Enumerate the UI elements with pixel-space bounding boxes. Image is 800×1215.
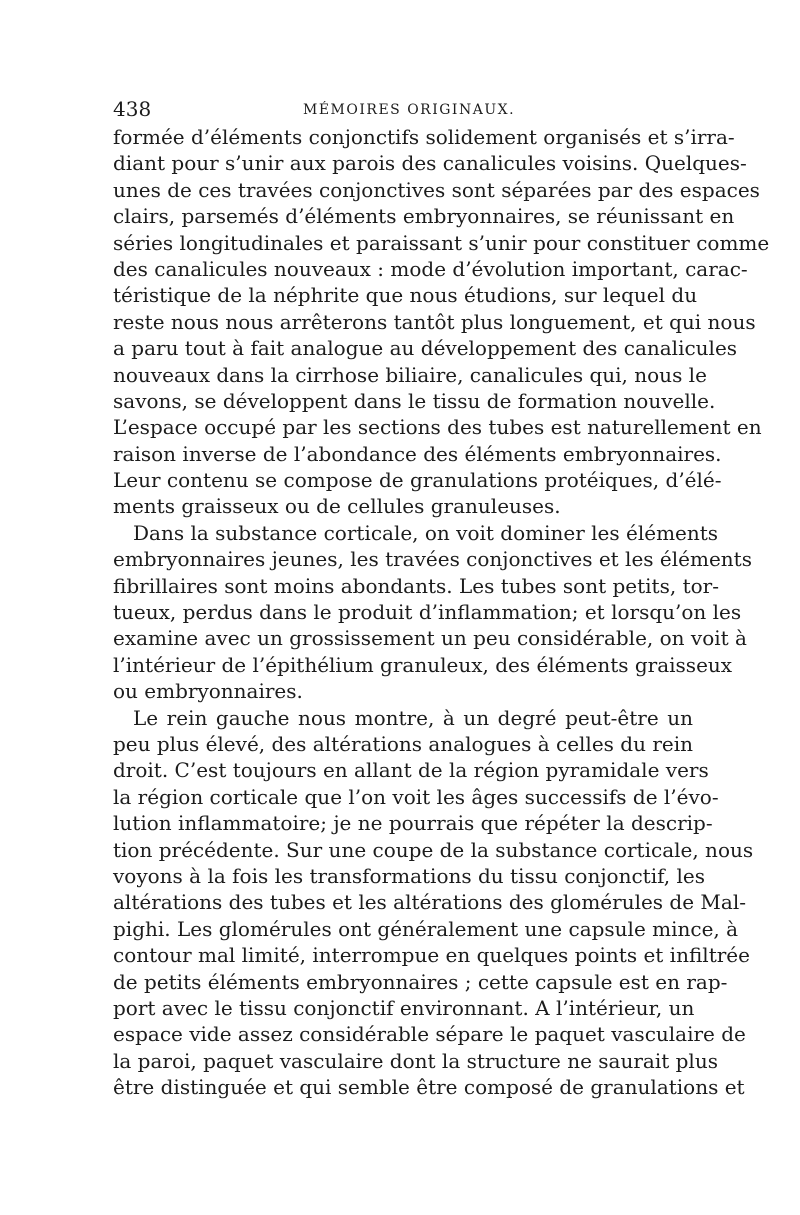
text-line: Leur contenu se compose de granulations protéiques, d’élé- — [113, 468, 722, 493]
page-number: 438 — [113, 97, 152, 121]
text-line: la région corticale que l’on voit les âges successifs de l’évo- — [113, 784, 719, 809]
text-line: L’espace occupé par les sections des tubes est naturellement en — [113, 415, 762, 440]
text-line: lution inflammatoire; je ne pourrais que répéter la descrip- — [113, 811, 713, 836]
text-line: examine avec un grossissement un peu considérable, on voit à — [113, 626, 747, 651]
text-line: pighi. Les glomérules ont généralement une capsule mince, à — [113, 916, 739, 941]
text-line: des canalicules nouveaux : mode d’évolution important, carac- — [113, 256, 748, 281]
text-line: ments graisseux ou de cellules granuleuses. — [113, 494, 561, 519]
text-line: séries longitudinales et paraissant s’unir pour constituer comme — [113, 230, 770, 255]
text-line: de petits éléments embryonnaires ; cette capsule est en rap- — [113, 969, 728, 994]
text-line: l’intérieur de l’épithélium granuleux, des éléments graisseux — [113, 652, 733, 677]
text-line: contour mal limité, interrompue en quelques points et infiltrée — [113, 943, 750, 968]
text-line: reste nous nous arrêterons tantôt plus longuement, et qui nous — [113, 309, 756, 334]
text-line: voyons à la fois les transformations du tissu conjonctif, les — [113, 863, 706, 888]
text-line: nouveaux dans la cirrhose biliaire, canalicules qui, nous le — [113, 362, 707, 387]
text-line: formée d’éléments conjonctifs solidement organisés et s’irra- — [113, 125, 735, 149]
text-line: a paru tout à fait analogue au développement des canalicules — [113, 336, 738, 361]
text-line: embryonnaires jeunes, les travées conjonctives et les éléments — [113, 547, 752, 572]
running-head — [113, 94, 693, 124]
running-title: MÉMOIRES ORIGINAUX. — [303, 102, 516, 118]
text-line: clairs, parsemés d’éléments embryonnaires, se réunissant en — [113, 204, 735, 229]
paragraph-start-line: Le rein gauche nous montre, à un degré peut-être un — [133, 705, 693, 730]
text-line: tion précédente. Sur une coupe de la substance corticale, nous — [113, 837, 754, 862]
text-line: altérations des tubes et les altérations des glomérules de Mal- — [113, 890, 746, 915]
text-line: unes de ces travées conjonctives sont séparées par des espaces — [113, 177, 760, 202]
text-line: téristique de la néphrite que nous étudions, sur lequel du — [113, 283, 698, 308]
text-line: être distinguée et qui semble être composé de granulations et — [113, 1075, 745, 1100]
text-line: tueux, perdus dans le produit d’inflammation; et lorsqu’on les — [113, 600, 742, 625]
text-line: ou embryonnaires. — [113, 679, 303, 704]
text-line: espace vide assez considérable sépare le paquet vasculaire de — [113, 1022, 746, 1047]
text-line: raison inverse de l’abondance des éléments embryonnaires. — [113, 441, 722, 466]
body-text — [113, 124, 770, 1100]
text-line: fibrillaires sont moins abondants. Les tubes sont petits, tor- — [113, 573, 719, 598]
text-line: droit. C’est toujours en allant de la région pyramidale vers — [113, 758, 709, 783]
text-line: savons, se développent dans le tissu de formation nouvelle. — [113, 388, 716, 413]
text-line: port avec le tissu conjonctif environnant. A l’intérieur, un — [113, 995, 695, 1020]
paragraph-start-line: Dans la substance corticale, on voit dominer les éléments — [133, 520, 719, 545]
text-line: la paroi, paquet vasculaire dont la structure ne saurait plus — [113, 1048, 718, 1073]
text-line: peu plus élevé, des altérations analogues à celles du rein — [113, 731, 693, 756]
text-line: diant pour s’unir aux parois des canalicules voisins. Quelques- — [113, 151, 747, 176]
